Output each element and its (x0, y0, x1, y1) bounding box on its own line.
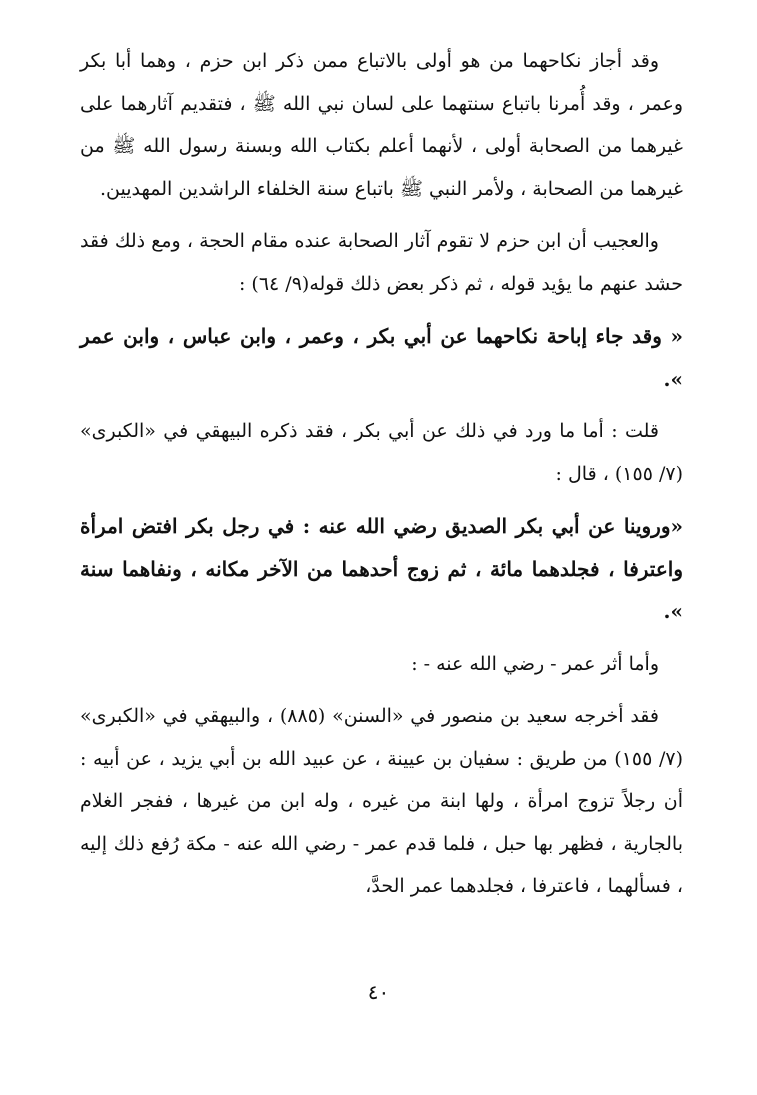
quote-bayhaqi: «وروينا عن أبي بكر الصديق رضي الله عنه : في رجل بكر افتض امرأة واعترفا ، فجلدهما مائة ، ثم زوج أحدهما من الآخر مكانه ، ونفاهما سنة ». (80, 514, 683, 623)
paragraph-ibn-hazm: والعجيب أن ابن حزم لا تقوم آثار الصحابة عنده مقام الحجة ، ومع ذلك فقد حشد عنهم ما يؤيد قوله ، ثم ذكر بعض ذلك قوله(٩/ ٦٤) : (80, 230, 683, 295)
quote-ibn-hazm: « وقد جاء إباحة نكاحهما عن أبي بكر ، وعمر ، وابن عباس ، وابن عمر ». (80, 324, 683, 391)
page-number: ٤٠ (367, 980, 390, 1004)
paragraph-intro: وقد أجاز نكاحهما من هو أولى بالاتباع ممن ذكر ابن حزم ، وهما أبا بكر وعمر ، وقد أُمرنا باتباع سنتهما على لسان نبي الله ﷺ ، فتقديم آثارهما على غيرهما من الصحابة أولى ، لأنهما أعلم بكتاب الله وبسنة رسول الله ﷺ من غيرهما من الصحابة ، ولأمر النبي ﷺ باتباع سنة الخلفاء الراشدين المهديين. (80, 50, 683, 200)
paragraph-abu-bakr: قلت : أما ما ورد في ذلك عن أبي بكر ، فقد ذكره البيهقي في «الكبرى» (٧/ ١٥٥) ، قال : (80, 420, 683, 485)
heading-umar: وأما أثر عمر - رضي الله عنه - : (411, 652, 659, 675)
paragraph-umar-narration: فقد أخرجه سعيد بن منصور في «السنن» (٨٨٥) ، والبيهقي في «الكبرى» (٧/ ١٥٥) من طريق : سفيان بن عيينة ، عن عبيد الله بن أبي يزيد ، عن أبيه : أن رجلاً تزوج امرأة ، ولها ابنة من غيره ، وله ابن من غيرها ، ففجر الغلام بالجارية ، فظهر بها حبل ، فلما قدم عمر - رضي الله عنه - مكة رُفع ذلك إليه ، فسألهما ، فاعترفا ، فجلدهما عمر الحدَّ، (80, 705, 683, 897)
